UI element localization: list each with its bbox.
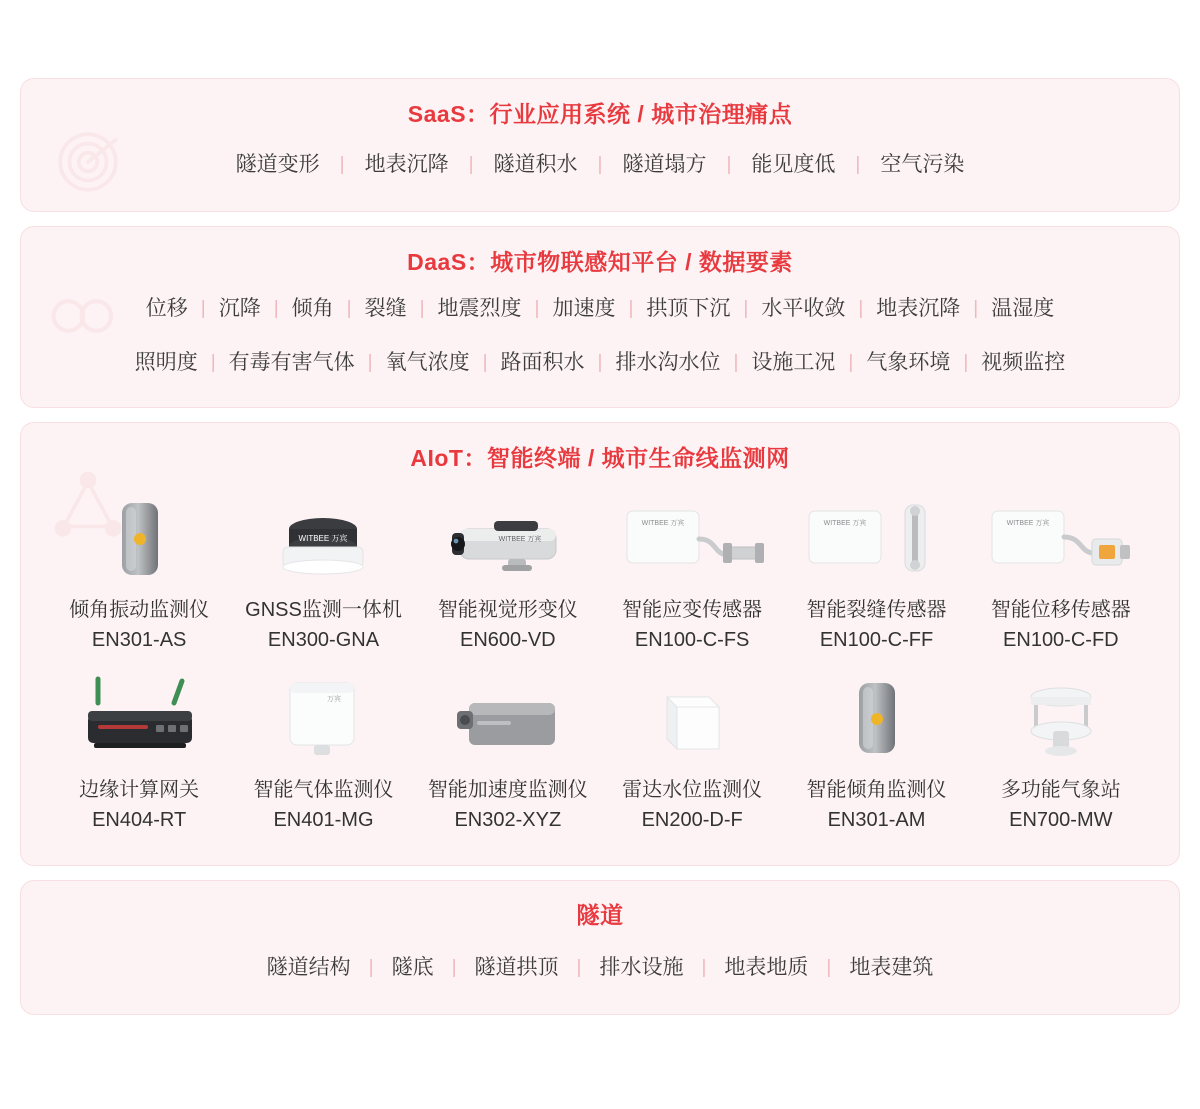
saas-item: 隧道变形 — [235, 153, 320, 176]
daas-item: 有毒有害气体 — [228, 351, 355, 374]
chip-divider: | — [733, 352, 739, 373]
device-card[interactable] — [600, 489, 784, 669]
chip-divider: | — [628, 298, 634, 319]
crack-sensor-icon — [801, 495, 951, 581]
layer-panel-tunnel — [20, 880, 1180, 1015]
accelerometer-icon — [443, 675, 573, 761]
device-model: EN401-MG — [273, 809, 374, 831]
chip-divider: | — [419, 298, 425, 319]
daas-item: 设施工况 — [751, 351, 836, 374]
device-name: 智能位移传感器 — [990, 599, 1131, 621]
saas-item: 能见度低 — [751, 153, 836, 176]
chip-divider: | — [848, 352, 854, 373]
weather-station-icon — [1006, 675, 1116, 761]
daas-item: 裂缝 — [364, 297, 407, 320]
device-name: 倾角振动监测仪 — [69, 599, 210, 621]
device-name: 智能气体监测仪 — [253, 779, 394, 801]
device-name: 智能应变传感器 — [622, 599, 763, 621]
device-card[interactable] — [784, 489, 968, 669]
device-card[interactable] — [231, 489, 415, 669]
daas-item: 排水沟水位 — [615, 351, 721, 374]
panel-title-saas — [21, 79, 1179, 135]
chip-divider: | — [346, 298, 352, 319]
daas-item: 拱顶下沉 — [646, 297, 731, 320]
device-card[interactable] — [231, 669, 415, 849]
panel-title-aiot — [21, 423, 1179, 479]
chip-divider: | — [210, 352, 216, 373]
device-grid — [21, 479, 1179, 855]
chip-divider: | — [200, 298, 206, 319]
tilt-sensor-icon — [841, 675, 911, 761]
layer-panel-daas — [20, 226, 1180, 408]
daas-item: 地震烈度 — [437, 297, 522, 320]
chip-divider: | — [743, 298, 749, 319]
device-model: EN301-AM — [827, 809, 926, 831]
chip-divider: | — [367, 352, 373, 373]
saas-item: 隧道塌方 — [622, 153, 707, 176]
tunnel-item: 地表地质 — [724, 956, 809, 979]
panel-title-daas — [21, 227, 1179, 283]
daas-rows — [21, 283, 1179, 407]
device-model: EN300-GNA — [267, 629, 380, 651]
chip-divider: | — [597, 154, 603, 175]
daas-item: 照明度 — [134, 351, 198, 374]
device-card[interactable] — [969, 489, 1153, 669]
device-name: GNSS监测一体机 — [245, 599, 402, 621]
daas-item: 位移 — [145, 297, 188, 320]
chip-divider: | — [368, 957, 374, 978]
chip-divider: | — [973, 298, 979, 319]
chip-divider: | — [273, 298, 279, 319]
saas-item-row — [21, 135, 1179, 211]
device-card[interactable] — [600, 669, 784, 849]
svg-text:WITBEE 万宾: WITBEE 万宾 — [498, 536, 542, 543]
device-model: EN301-AS — [91, 629, 187, 651]
panel-title-main-tunnel: 隧道 — [576, 902, 624, 928]
chip-divider: | — [576, 957, 582, 978]
chip-divider: | — [855, 154, 861, 175]
chip-divider: | — [963, 352, 969, 373]
chip-divider: | — [826, 957, 832, 978]
tunnel-item-row — [21, 936, 1179, 1014]
svg-text:WITBEE 万宾: WITBEE 万宾 — [1006, 520, 1050, 527]
device-name: 智能倾角监测仪 — [806, 779, 947, 801]
device-name: 智能加速度监测仪 — [427, 779, 588, 801]
daas-item: 加速度 — [552, 297, 616, 320]
device-card[interactable] — [416, 669, 600, 849]
tunnel-item: 排水设施 — [599, 956, 684, 979]
panel-title-main-daas: 城市物联感知平台 / 数据要素 — [490, 249, 793, 275]
chip-divider: | — [858, 298, 864, 319]
radar-water-level-icon — [637, 675, 747, 761]
daas-item: 路面积水 — [500, 351, 585, 374]
panel-title-prefix-daas: DaaS： — [407, 249, 491, 275]
device-model: EN600-VD — [460, 629, 556, 651]
daas-item: 水平收敛 — [761, 297, 846, 320]
device-name: 雷达水位监测仪 — [622, 779, 763, 801]
device-card[interactable] — [969, 669, 1153, 849]
device-name: 边缘计算网关 — [79, 779, 200, 801]
panel-title-prefix-saas: SaaS： — [407, 101, 490, 127]
daas-item: 温湿度 — [991, 297, 1055, 320]
daas-item: 地表沉降 — [876, 297, 961, 320]
device-model: EN302-XYZ — [454, 809, 562, 831]
saas-item: 空气污染 — [880, 153, 965, 176]
chip-divider: | — [701, 957, 707, 978]
svg-text:万宾: 万宾 — [327, 696, 342, 703]
gas-monitor-icon — [268, 675, 378, 761]
device-name: 智能裂缝传感器 — [806, 599, 947, 621]
device-model: EN100-C-FF — [819, 629, 934, 651]
tunnel-item: 地表建筑 — [849, 956, 934, 979]
daas-item-row-2 — [21, 337, 1179, 391]
strain-sensor-icon — [617, 495, 767, 581]
chip-divider: | — [451, 957, 457, 978]
layer-panel-aiot — [20, 422, 1180, 866]
daas-item: 氧气浓度 — [385, 351, 470, 374]
saas-item: 隧道积水 — [493, 153, 578, 176]
gnss-receiver-icon — [263, 495, 383, 581]
daas-item: 倾角 — [291, 297, 334, 320]
device-name: 智能视觉形变仪 — [437, 599, 578, 621]
chip-divider: | — [726, 154, 732, 175]
device-model: EN200-D-F — [641, 809, 743, 831]
device-card[interactable] — [784, 669, 968, 849]
panel-title-prefix-aiot: AIoT： — [410, 445, 487, 471]
svg-text:WITBEE 万宾: WITBEE 万宾 — [299, 534, 348, 543]
chip-divider: | — [597, 352, 603, 373]
panel-title-main-aiot: 智能终端 / 城市生命线监测网 — [486, 445, 790, 471]
chip-divider: | — [339, 154, 345, 175]
tunnel-item: 隧道结构 — [266, 956, 351, 979]
edge-gateway-icon — [64, 675, 214, 761]
tunnel-item: 隧道拱顶 — [474, 956, 559, 979]
svg-text:WITBEE 万宾: WITBEE 万宾 — [641, 520, 685, 527]
device-name: 多功能气象站 — [1000, 779, 1121, 801]
device-model: EN100-C-FD — [1003, 629, 1119, 651]
panel-title-tunnel — [21, 881, 1179, 936]
device-card[interactable] — [47, 489, 231, 669]
saas-item: 地表沉降 — [364, 153, 449, 176]
layer-panel-saas — [20, 78, 1180, 212]
daas-item: 气象环境 — [866, 351, 951, 374]
device-model: EN700-MW — [1009, 809, 1113, 831]
device-model: EN404-RT — [92, 809, 187, 831]
svg-text:WITBEE 万宾: WITBEE 万宾 — [824, 520, 867, 527]
chip-divider: | — [482, 352, 488, 373]
daas-item: 沉降 — [218, 297, 261, 320]
device-model: EN100-C-FS — [634, 629, 750, 651]
device-card[interactable] — [47, 669, 231, 849]
displacement-sensor-icon — [986, 495, 1136, 581]
daas-item-row-1 — [21, 283, 1179, 337]
tunnel-item: 隧底 — [391, 956, 434, 979]
vision-camera-icon — [438, 495, 578, 581]
chip-divider: | — [468, 154, 474, 175]
daas-item: 视频监控 — [981, 351, 1066, 374]
tilt-vibration-sensor-icon — [104, 495, 174, 581]
panel-title-main-saas: 行业应用系统 / 城市治理痛点 — [489, 101, 793, 127]
device-card[interactable] — [416, 489, 600, 669]
chip-divider: | — [534, 298, 540, 319]
